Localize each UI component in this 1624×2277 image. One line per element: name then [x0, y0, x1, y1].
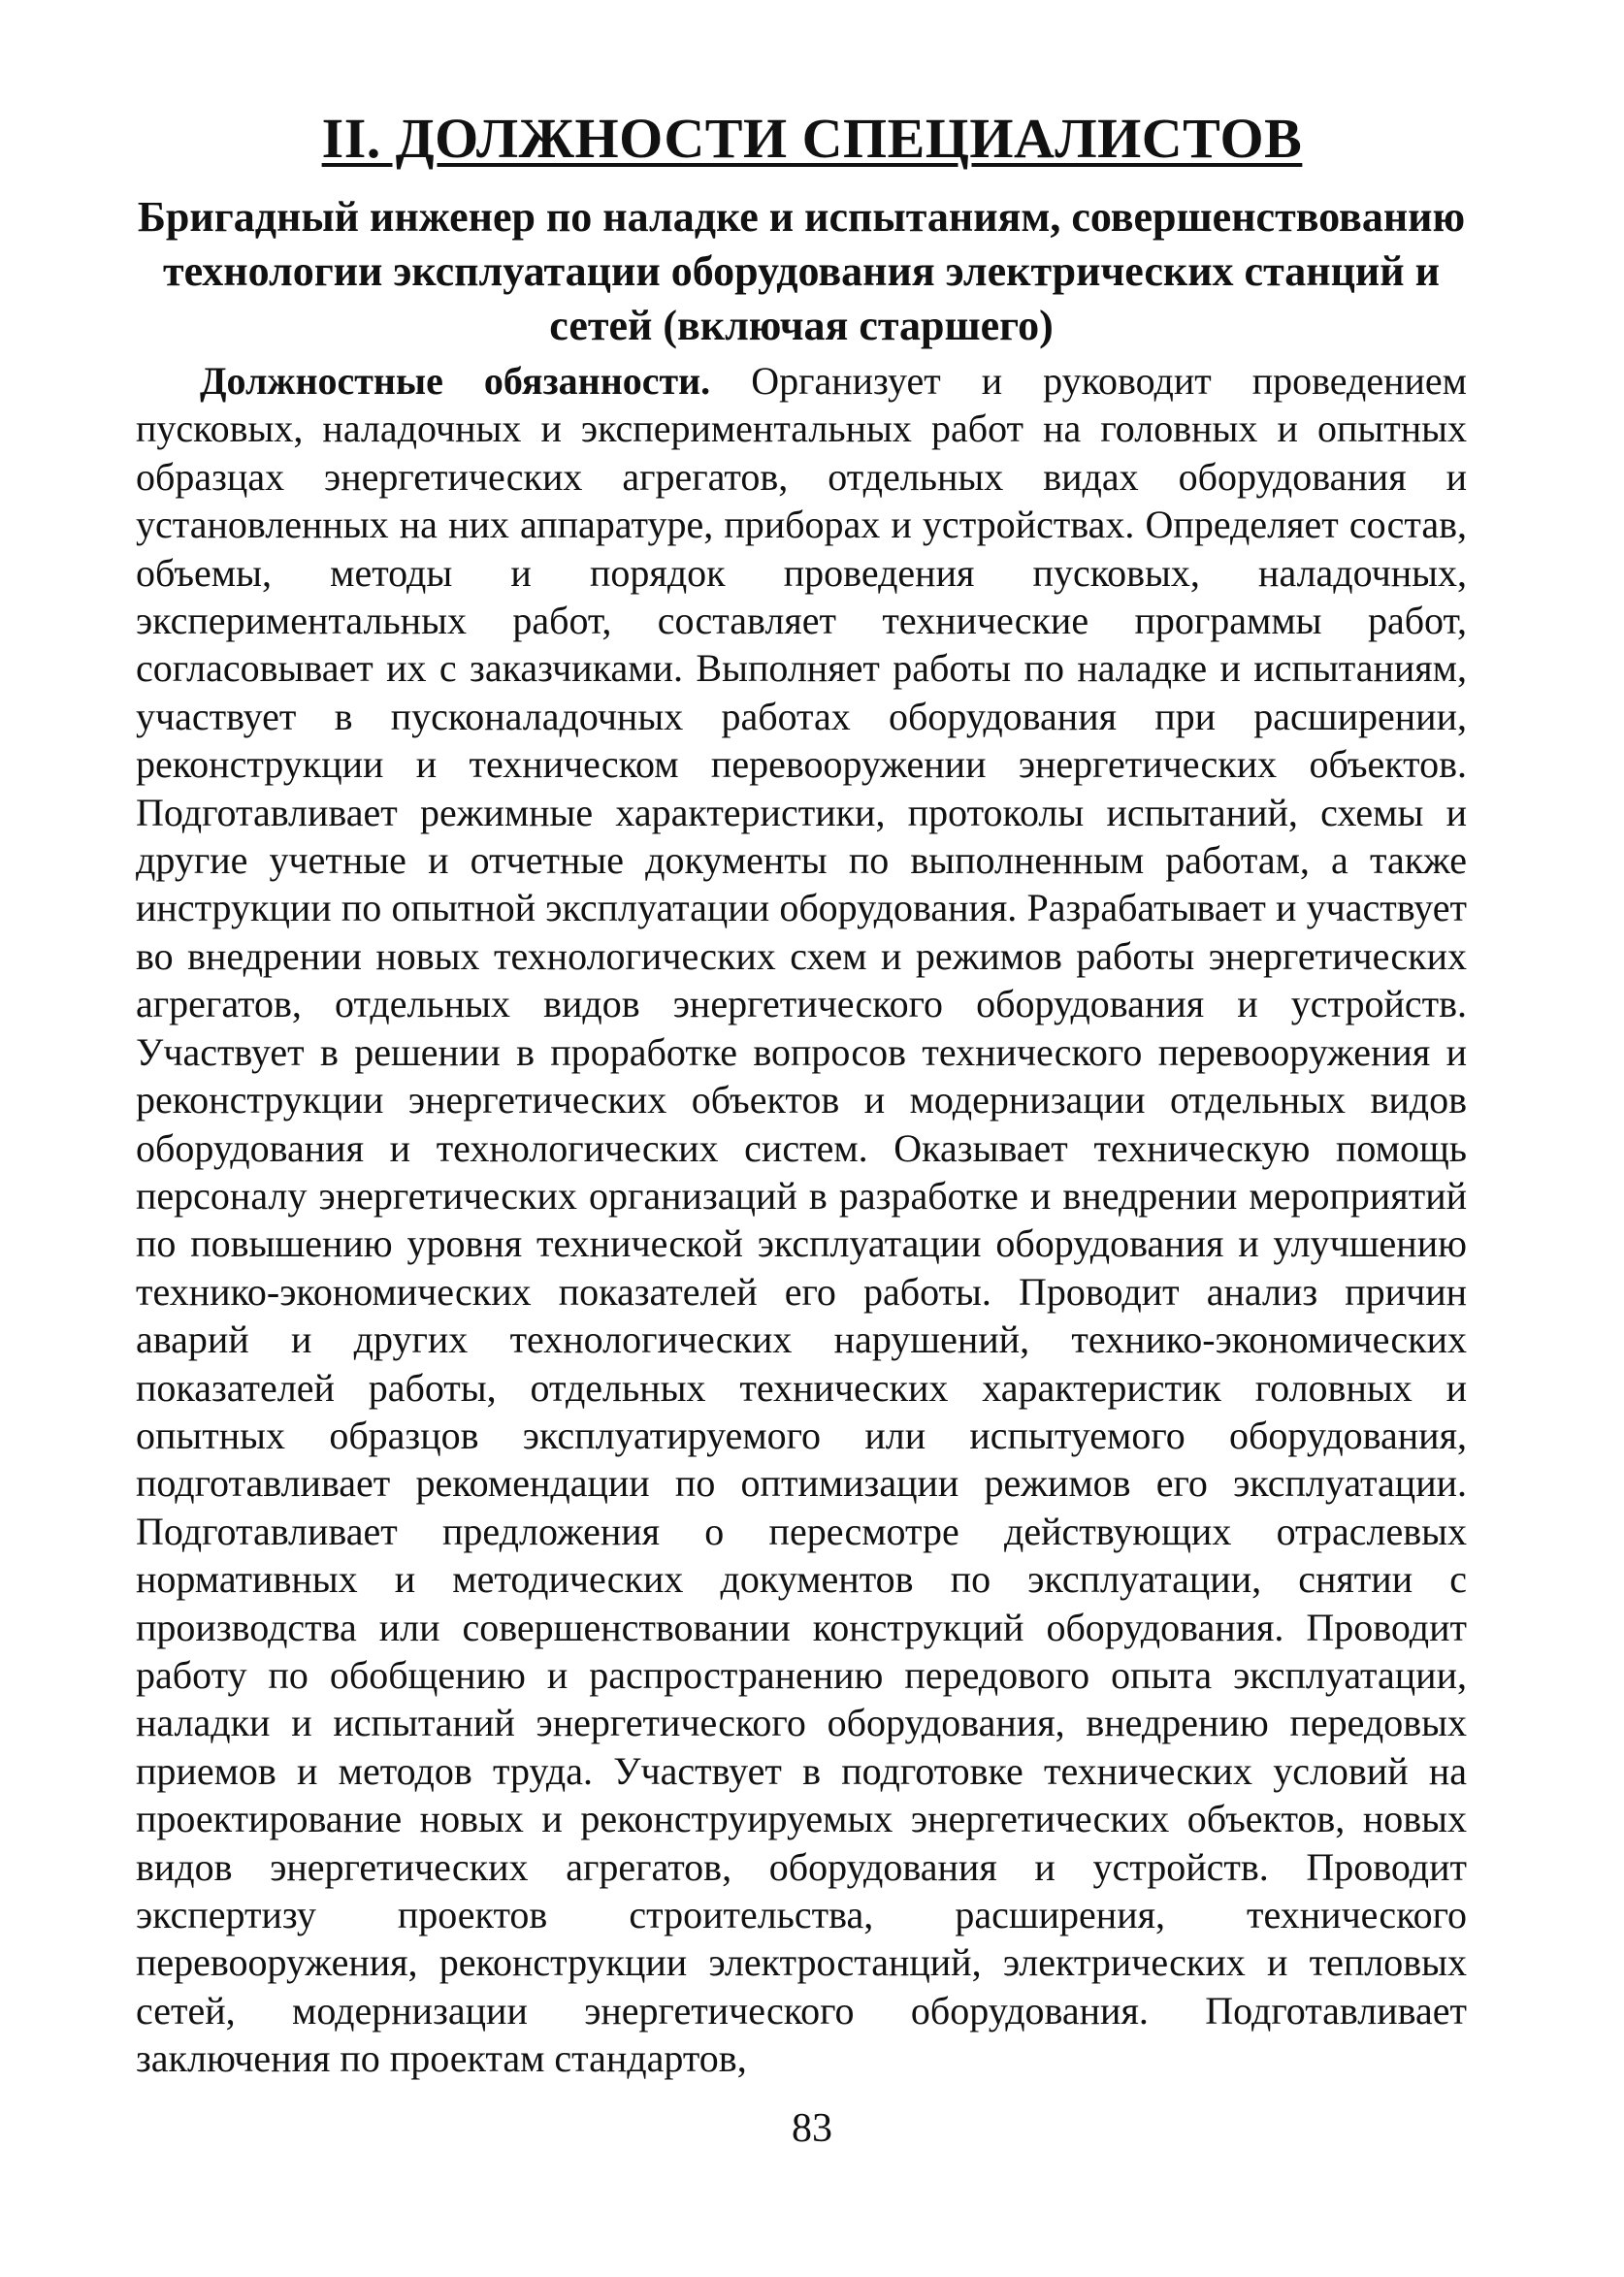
position-title: Бригадный инженер по наладке и испытаниям, совершенствованию технологии эксплуатации оборудования электрических станций и сетей (включая старшего): [137, 193, 1466, 349]
section-title: II. ДОЛЖНОСТИ СПЕЦИАЛИСТОВ: [321, 107, 1303, 170]
duties-text: Организует и руководит проведением пусковых, наладочных и экспериментальных работ на головных и опытных образцах энергетических агрегатов, отдельных видах оборудования и установленных на них аппаратуре, приборах и устройствах. Определяет состав, объемы, методы и порядок проведения пусковых, наладочных, экспериментальных работ, составляет технические программы работ, согласовывает их с заказчиками. Выполняет работы по наладке и испытаниям, участвует в пусконаладочных работах оборудования при расширении, реконструкции и техническом перевооружении энергетических объектов. Подготавливает режимные характеристики, протоколы испытаний, схемы и другие учетные и отчетные документы по выполненным работам, а также инструкции по опытной эксплуатации оборудования. Разрабатывает и участвует во внедрении новых технологических схем и режимов работы энергетических агрегатов, отдельных видов энергетического оборудования и устройств. Участвует в решении в проработке вопросов технического перевооружения и реконструкции энергетических объектов и модернизации отдельных видов оборудования и технологических систем. Оказывает техническую помощь персоналу энергетических организаций в разработке и внедрении мероприятий по повышению уровня технической эксплуатации оборудования и улучшению технико-экономических показателей его работы. Проводит анализ причин аварий и других технологических нарушений, технико-экономических показателей работы, отдельных технических характеристик головных и опытных образцов эксплуатируемого или испытуемого оборудования, подготавливает рекомендации по оптимизации режимов его эксплуатации. Подготавливает предложения о пересмотре действующих отраслевых нормативных и методических документов по эксплуатации, снятии с производства или совершенствовании конструкций оборудования. Проводит работу по обобщению и распространению передового опыта эксплуатации, наладки и испытаний энергетического оборудования, внедрению передовых приемов и методов труда. Участвует в подготовке технических условий на проектирование новых и реконструируемых энергетических объектов, новых видов энергетических агрегатов, оборудования и устройств. Проводит экспертизу проектов строительства, расширения, технического перевооружения, реконструкции электростанций, электрических и тепловых сетей, модернизации энергетического оборудования. Подготавливает заключения по проектам стандартов,: [136, 359, 1467, 2081]
duties-paragraph: [136, 357, 1467, 2083]
duties-label: Должностные обязанности.: [200, 359, 711, 403]
page-number: 83: [792, 2106, 832, 2151]
